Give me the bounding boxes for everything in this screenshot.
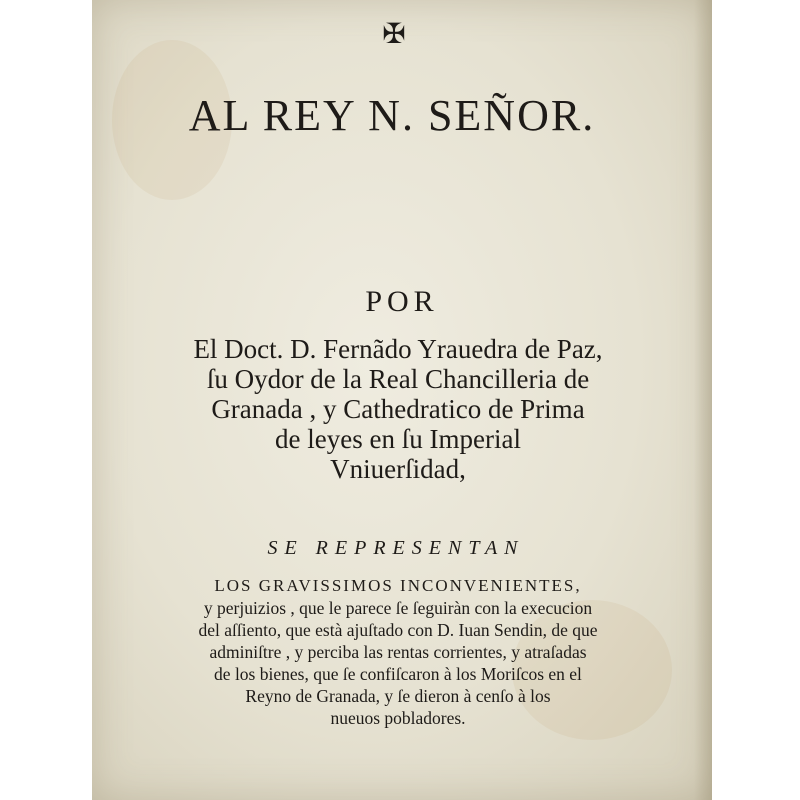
page-title: AL REY N. SEÑOR. (188, 91, 596, 140)
author-line: Vniuerſidad, (330, 454, 466, 484)
cross-ornament-icon: ✠ (382, 17, 406, 50)
author-line: ſu Oydor de la Real Chancilleria de (206, 364, 590, 394)
represent-heading: SE REPRESENTAN (267, 537, 525, 559)
author-line: Granada , y Cathedratico de Prima (211, 394, 585, 424)
body-line: LOS GRAVISSIMOS INCONVENIENTES, (214, 576, 582, 595)
author-line: de leyes en ſu Imperial (275, 424, 521, 454)
author-block (92, 334, 708, 484)
body-line: adminiſtre , y perciba las rentas corrientes, y atraſadas (209, 642, 587, 662)
body-paragraph (92, 575, 708, 729)
body-line: Reyno de Granada, y ſe dieron à cenſo à los (245, 686, 551, 706)
document-page (92, 0, 712, 800)
body-line: de los bienes, que ſe confiſcaron à los Moriſcos en el (214, 664, 582, 684)
author-line: El Doct. D. Fernãdo Yrauedra de Paz, (193, 334, 603, 364)
body-line: del aſſiento, que està ajuſtado con D. Iuan Sendin, de que (198, 620, 598, 640)
por-heading: POR (365, 285, 439, 318)
body-line: y perjuizios , que le parece ſe ſeguiràn con la execucion (203, 598, 593, 618)
body-line: nueuos pobladores. (330, 708, 466, 728)
